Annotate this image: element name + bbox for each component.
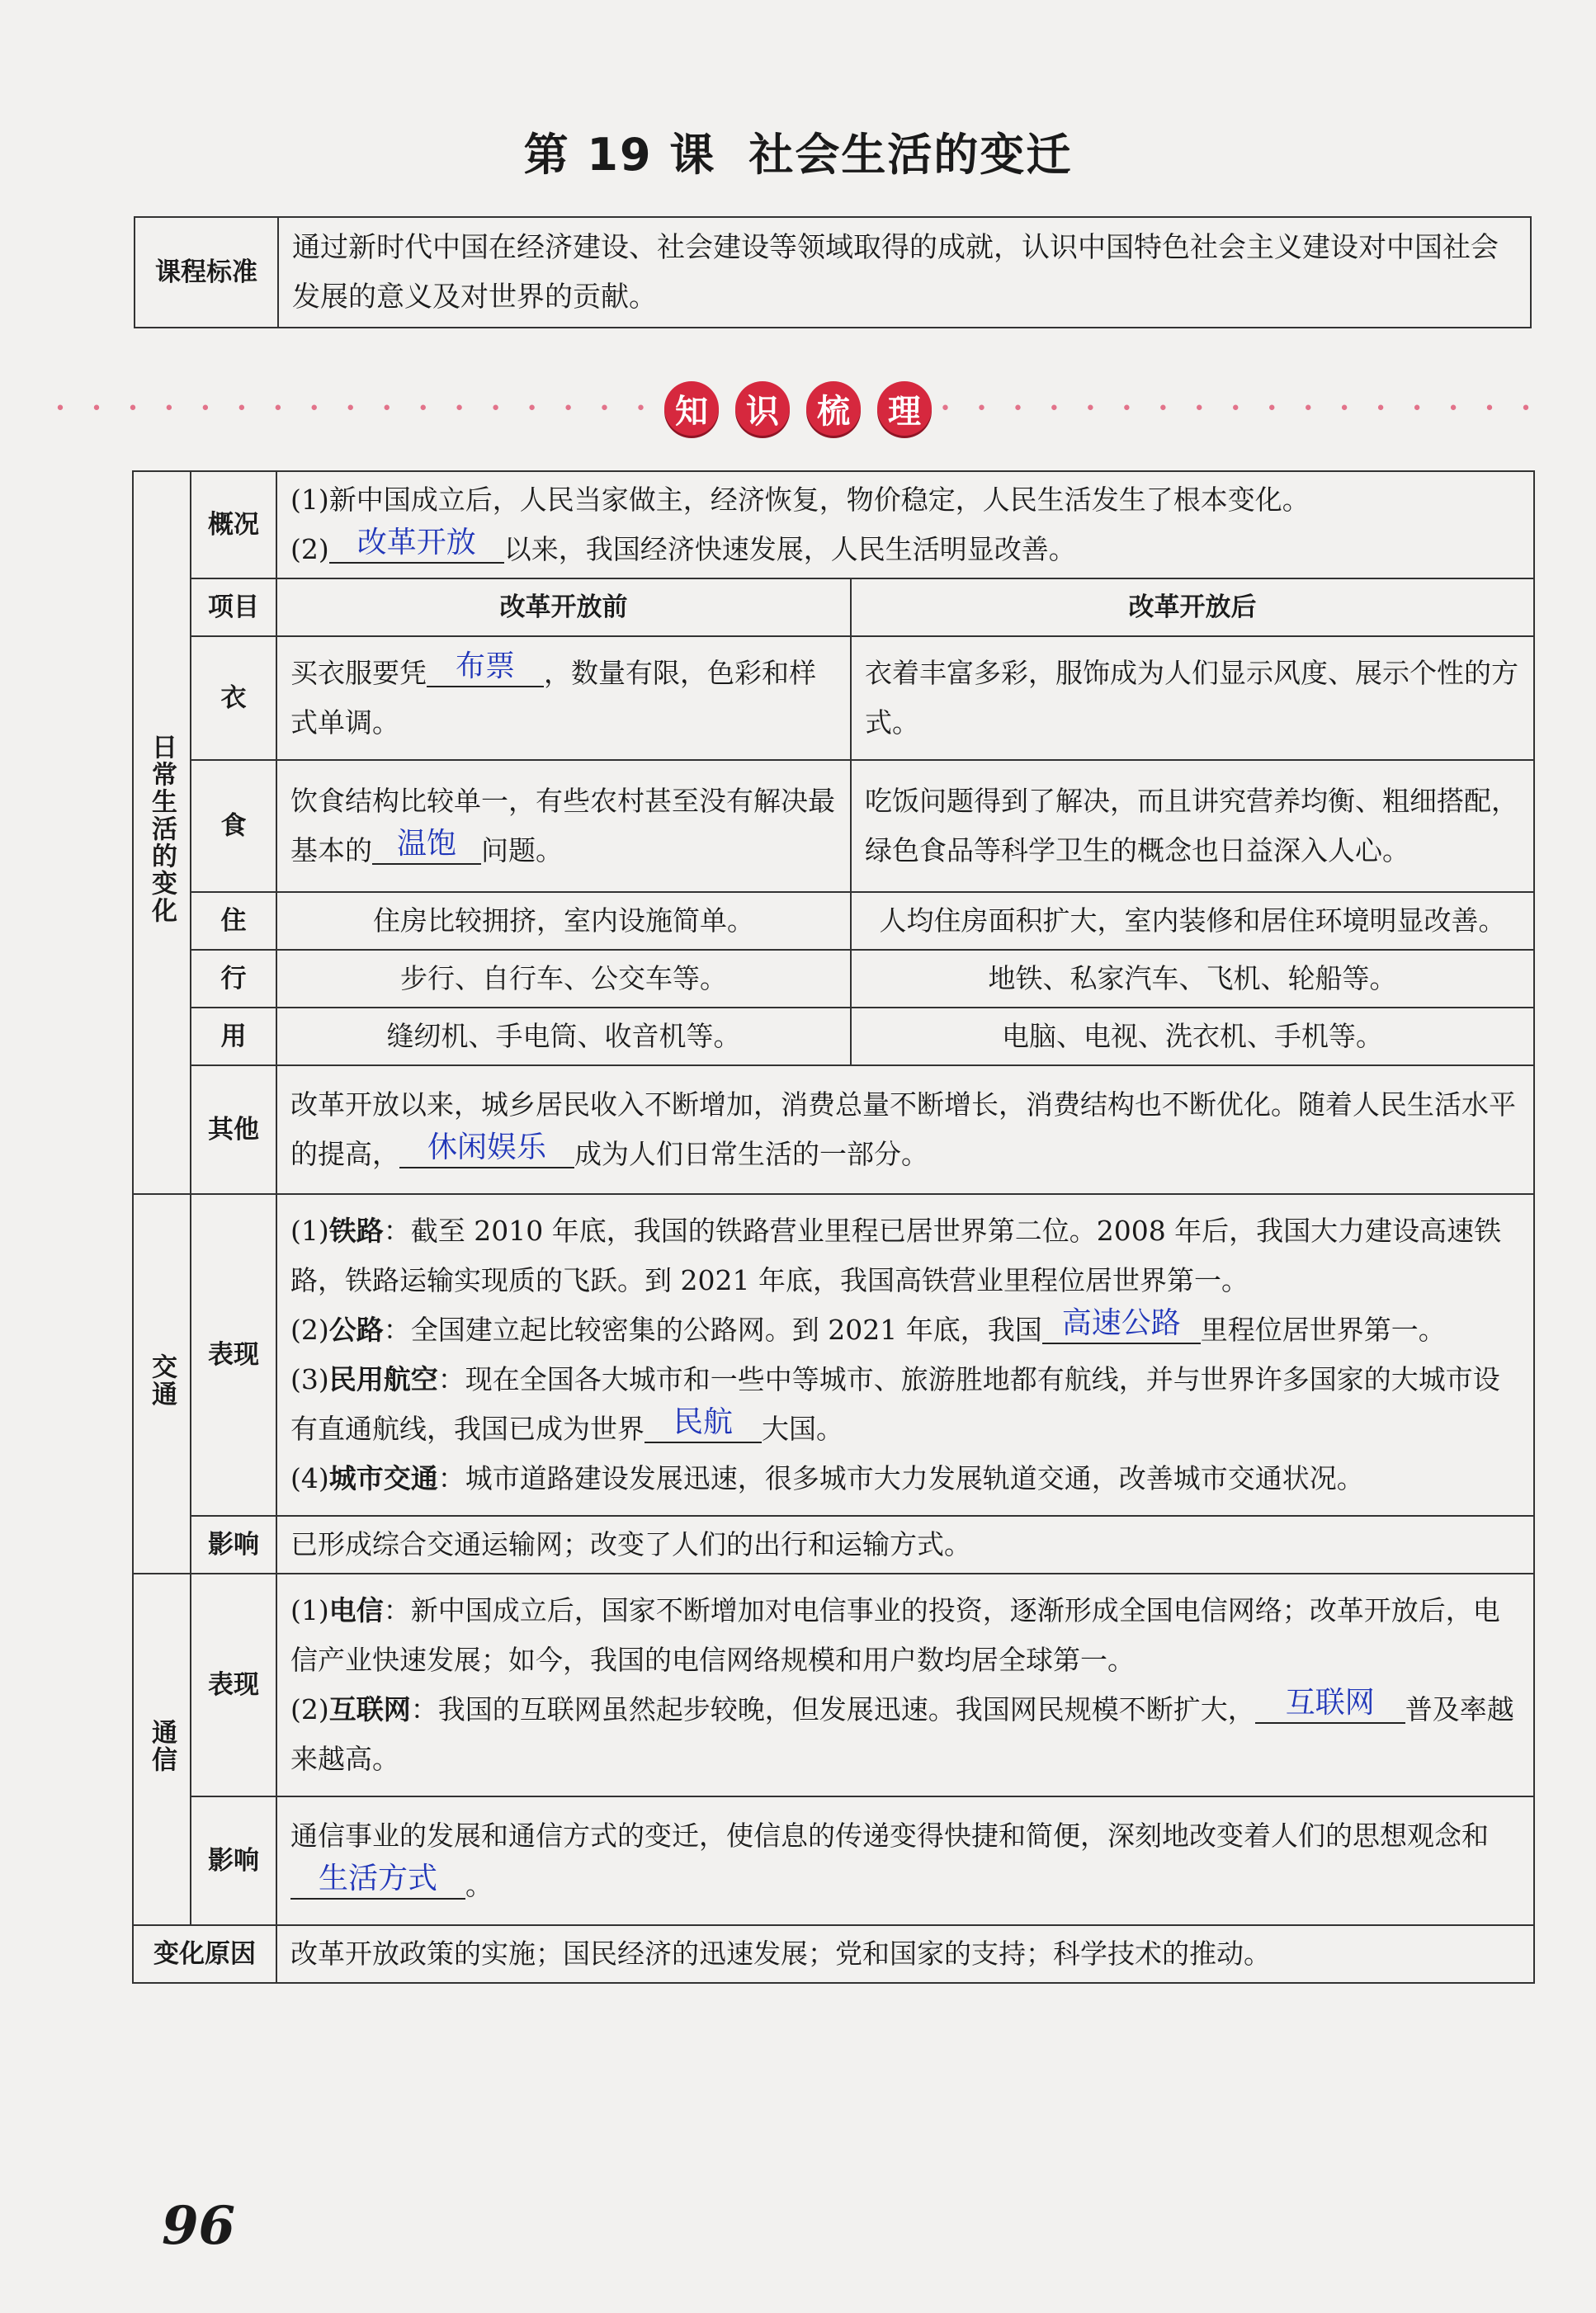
header-item: 项目 (191, 578, 276, 636)
answer-blank: 布票 (427, 648, 544, 687)
standard-text: 通过新时代中国在经济建设、社会建设等领域取得的成就，认识中国特色社会主义建设对中国社会发展的意义及对世界的贡献。 (278, 217, 1531, 328)
section-badge: 理 (877, 381, 932, 436)
row-traffic-perf (133, 1194, 1534, 1516)
comm-perf-label: 表现 (191, 1574, 276, 1796)
use-before: 缝纫机、手电筒、收音机等。 (276, 1008, 851, 1065)
row-overview (133, 471, 1534, 578)
page-title (0, 120, 1596, 183)
header-before: 改革开放前 (276, 578, 851, 636)
food-label: 食 (191, 760, 276, 892)
overview-content: (1)新中国成立后，人民当家做主，经济恢复，物价稳定，人民生活发生了根本变化。 (2) 改革开放 以来，我国经济快速发展，人民生活明显改善。 (276, 471, 1534, 578)
row-transport (133, 950, 1534, 1008)
header-after: 改革开放后 (851, 578, 1534, 636)
comm-impact-content: 通信事业的发展和通信方式的变迁，使信息的传递变得快捷和简便，深刻地改变着人们的思想观念和生活方式 。 (276, 1796, 1534, 1925)
transport-before: 步行、自行车、公交车等。 (276, 950, 851, 1008)
row-clothing (133, 636, 1534, 760)
knowledge-table (132, 470, 1535, 1984)
comm-perf-content: (1)电信：新中国成立后，国家不断增加对电信事业的投资，逐渐形成全国电信网络；改革开放后，电信产业快速发展；如今，我国的电信网络规模和用户数均居全球第一。 (2)互联网：我国的互联网虽然起步较晚，但发展迅速。我国网民规模不断扩大， 互联网 普及率越来越高。 (276, 1574, 1534, 1796)
row-header (133, 578, 1534, 636)
traffic-perf-label: 表现 (191, 1194, 276, 1516)
dots-left: • • • • • • • • • • • • • • • • • (54, 398, 656, 419)
housing-after: 人均住房面积扩大，室内装修和居住环境明显改善。 (851, 892, 1534, 950)
transport-label: 行 (191, 950, 276, 1008)
use-after: 电脑、电视、洗衣机、手机等。 (851, 1008, 1534, 1065)
row-food (133, 760, 1534, 892)
answer-blank: 生活方式 (290, 1860, 465, 1900)
answer-blank: 温饱 (372, 825, 481, 865)
category-traffic: 交通 (133, 1194, 191, 1574)
row-housing (133, 892, 1534, 950)
standard-label: 课程标准 (135, 217, 278, 328)
reason-label: 变化原因 (133, 1925, 276, 1983)
section-badge: 识 (735, 381, 790, 436)
row-reason (133, 1925, 1534, 1983)
clothing-before: 买衣服要凭 布票 ，数量有限，色彩和样式单调。 (276, 636, 851, 760)
row-traffic-impact (133, 1516, 1534, 1574)
traffic-impact-content: 已形成综合交通运输网；改变了人们的出行和运输方式。 (276, 1516, 1534, 1574)
answer-blank: 改革开放 (329, 524, 504, 564)
overview-label: 概况 (191, 471, 276, 578)
answer-blank: 互联网 (1255, 1684, 1405, 1724)
transport-after: 地铁、私家汽车、飞机、轮船等。 (851, 950, 1534, 1008)
curriculum-standard-table (134, 216, 1532, 328)
category-communication: 通信 (133, 1574, 191, 1925)
row-other (133, 1065, 1534, 1194)
page-number: 96 (162, 2195, 236, 2257)
lesson-number: 第 19 课 (523, 129, 716, 181)
other-content: 改革开放以来，城乡居民收入不断增加，消费总量不断增长，消费结构也不断优化。随着人民生活水平的提高， 休闲娱乐 成为人们日常生活的一部分。 (276, 1065, 1534, 1194)
row-comm-perf (133, 1574, 1534, 1796)
section-badge: 梳 (806, 381, 861, 436)
reason-content: 改革开放政策的实施；国民经济的迅速发展；党和国家的支持；科学技术的推动。 (276, 1925, 1534, 1983)
clothing-after: 衣着丰富多彩，服饰成为人们显示风度、展示个性的方式。 (851, 636, 1534, 760)
answer-blank: 民航 (645, 1404, 762, 1443)
other-label: 其他 (191, 1065, 276, 1194)
housing-before: 住房比较拥挤，室内设施简单。 (276, 892, 851, 950)
answer-blank: 休闲娱乐 (399, 1129, 574, 1168)
traffic-perf-content: (1)铁路：截至 2010 年底，我国的铁路营业里程已居世界第二位。2008 年后，我国大力建设高速铁路，铁路运输实现质的飞跃。到 2021 年底，我国高铁营业里程位居世界第一。 (2)公路：全国建立起比较密集的公路网。到 2021 年底，我国 高速公路 里程位居世界第一。 (3)民用航空：现在全国各大城市和一些中等城市、旅游胜地都有航线，并与世界许多国家的大城市设有直通航线，我国已成为世界 民航 大国。 (4)城市交通：城市道路建设发展迅速，很多城市大力发展轨道交通，改善城市交通状况。 (276, 1194, 1534, 1516)
section-header (0, 375, 1596, 441)
lesson-name: 社会生活的变迁 (748, 129, 1073, 181)
answer-blank: 高速公路 (1042, 1305, 1201, 1344)
section-badge: 知 (664, 381, 719, 436)
food-before: 饮食结构比较单一，有些农村甚至没有解决最基本的 温饱 问题。 (276, 760, 851, 892)
food-after: 吃饭问题得到了解决，而且讲究营养均衡、粗细搭配，绿色食品等科学卫生的概念也日益深入人心。 (851, 760, 1534, 892)
row-comm-impact (133, 1796, 1534, 1925)
row-use (133, 1008, 1534, 1065)
dots-right: • • • • • • • • • • • • • • • • • (940, 398, 1542, 419)
comm-impact-label: 影响 (191, 1796, 276, 1925)
clothing-label: 衣 (191, 636, 276, 760)
traffic-impact-label: 影响 (191, 1516, 276, 1574)
category-daily-life: 日常生活的变化 (133, 471, 191, 1194)
use-label: 用 (191, 1008, 276, 1065)
housing-label: 住 (191, 892, 276, 950)
